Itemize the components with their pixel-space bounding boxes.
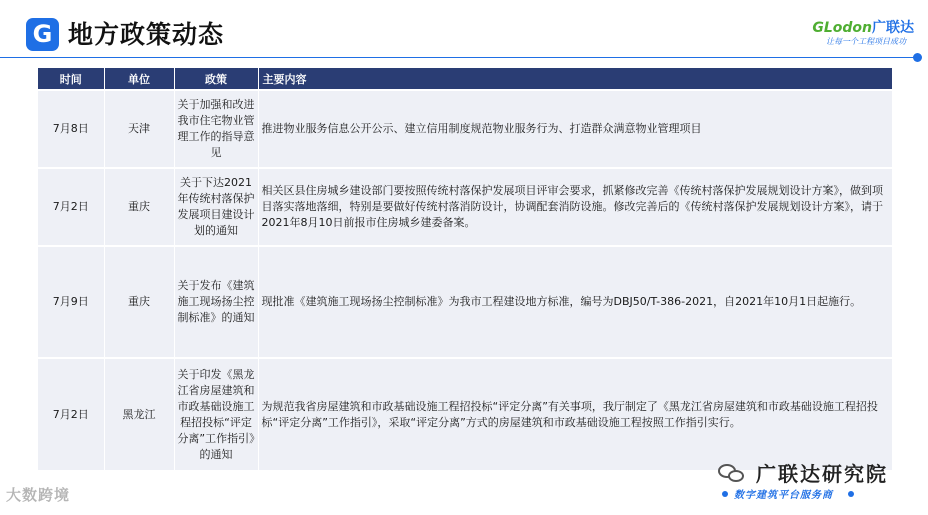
cell-date: 7月8日 xyxy=(38,90,104,168)
column-header-unit: 单位 xyxy=(104,68,174,90)
column-header-policy: 政策 xyxy=(174,68,258,90)
cell-date: 7月9日 xyxy=(38,246,104,358)
table-row xyxy=(38,90,892,168)
table-row xyxy=(38,358,892,470)
slide-header xyxy=(0,0,928,62)
cell-date: 7月2日 xyxy=(38,358,104,470)
cell-content: 现批准《建筑施工现场扬尘控制标准》为我市工程建设地方标准，编号为DBJ50/T-386-2021，自2021年10月1日起施行。 xyxy=(258,246,892,358)
cell-unit: 重庆 xyxy=(104,246,174,358)
g-logo-icon: G xyxy=(26,18,59,51)
watermark-logo: 大数跨境 xyxy=(6,486,71,504)
table-row xyxy=(38,168,892,246)
brand-tagline: 让每一个工程项目成功 xyxy=(826,37,906,46)
account-name: 广联达研究院 xyxy=(756,462,888,486)
cell-policy: 关于印发《黑龙江省房屋建筑和市政基础设施工程招投标“评定分离”工作指引》的通知 xyxy=(174,358,258,470)
slogan-dot-left xyxy=(722,491,728,497)
brand-cn: 广联达 xyxy=(872,20,914,36)
brand-logo xyxy=(794,20,914,48)
cell-date: 7月2日 xyxy=(38,168,104,246)
table-header-row xyxy=(38,68,892,90)
cell-content: 为规范我省房屋建筑和市政基础设施工程招投标“评定分离”有关事项，我厅制定了《黑龙江省房屋建筑和市政基础设施工程招投标“评定分离”工作指引》，采取“评定分离”方式的房屋建筑和市政基础设施工程按照工作指引实行。 xyxy=(258,358,892,470)
brand-latin: GLodon xyxy=(812,20,872,36)
wechat-icon xyxy=(718,462,746,484)
cell-unit: 重庆 xyxy=(104,168,174,246)
wechat-account[interactable] xyxy=(718,458,888,487)
brand-name xyxy=(794,20,914,36)
table-row xyxy=(38,246,892,358)
cell-policy: 关于发布《建筑施工现场扬尘控制标准》的通知 xyxy=(174,246,258,358)
slogan-dot-right xyxy=(848,491,854,497)
header-divider-dot xyxy=(913,53,922,62)
cell-unit: 天津 xyxy=(104,90,174,168)
cell-policy: 关于加强和改进我市住宅物业管理工作的指导意见 xyxy=(174,90,258,168)
column-header-date: 时间 xyxy=(38,68,104,90)
header-divider xyxy=(0,57,918,58)
cell-policy: 关于下达2021年传统村落保护发展项目建设计划的通知 xyxy=(174,168,258,246)
column-header-content: 主要内容 xyxy=(258,68,892,90)
brand-slogan: 数字建筑平台服务商 xyxy=(734,490,833,501)
cell-unit: 黑龙江 xyxy=(104,358,174,470)
cell-content: 相关区县住房城乡建设部门要按照传统村落保护发展项目评审会要求，抓紧修改完善《传统村落保护发展规划设计方案》，做到项目落实落地落细，特别是要做好传统村落消防设计，协调配套消防设施。修改完善后的《传统村落保护发展规划设计方案》，请于2021年8月10日前报市住房城乡建委备案。 xyxy=(258,168,892,246)
cell-content: 推进物业服务信息公开公示、建立信用制度规范物业服务行为、打造群众满意物业管理项目 xyxy=(258,90,892,168)
page-title: 地方政策动态 xyxy=(68,20,225,49)
policy-table xyxy=(38,68,892,470)
